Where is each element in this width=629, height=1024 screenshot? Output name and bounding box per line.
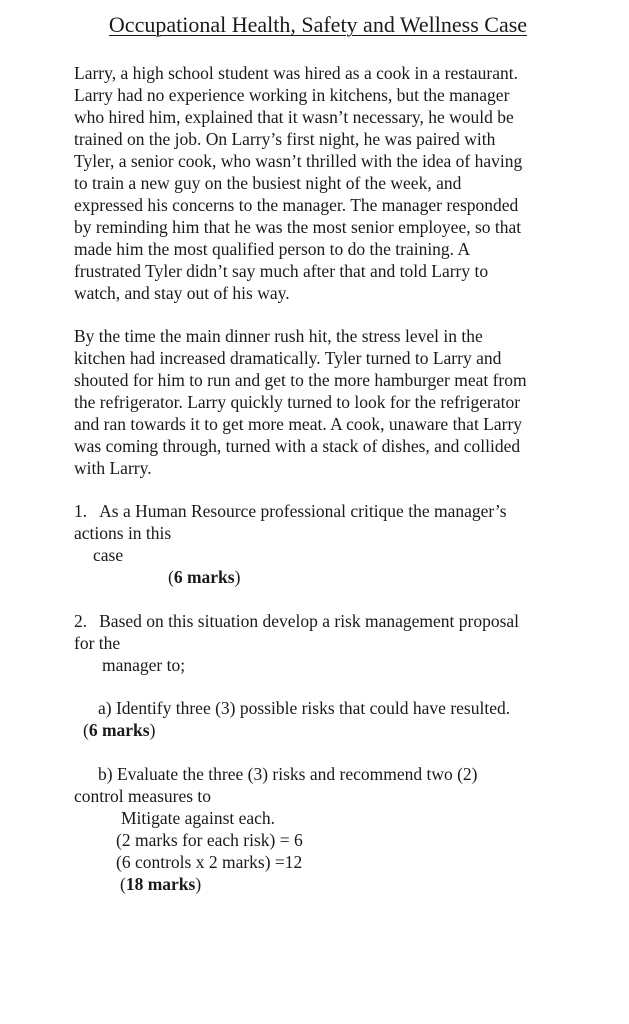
text-line: frustrated Tyler didn’t say much after that and told Larry to [74,261,489,281]
question-1-text: As a Human Resource professional critique the manager’s [99,501,507,521]
question-2a-marks: (6 marks) [83,720,156,740]
marks-value: 18 marks [125,874,196,894]
question-1-marks: (6 marks) [168,567,241,587]
question-2b-text-cont: Mitigate against each. [121,808,276,828]
question-1-text-cont: actions in this [74,523,172,543]
text-line: watch, and stay out of his way. [74,283,290,303]
text-line: expressed his concerns to the manager. The manager responded [74,195,519,215]
question-2b-marks-breakdown: (6 controls x 2 marks) =12 [116,852,303,872]
text-line: who hired him, explained that it wasn’t necessary, he would be [74,107,514,127]
text-line: by reminding him that he was the most senior employee, so that [74,217,522,237]
document-title: Occupational Health, Safety and Wellness Case [108,12,528,37]
text-line: Tyler, a senior cook, who wasn’t thrilled with the idea of having [74,151,523,171]
text-line: kitchen had increased dramatically. Tyler turned to Larry and [74,348,502,368]
text-line: to train a new guy on the busiest night of the week, and [74,173,462,193]
text-line: trained on the job. On Larry’s first night, he was paired with [74,129,496,149]
marks-value: 6 marks [173,567,235,587]
question-2-number: 2. [74,611,88,631]
question-2-text-cont: for the [74,633,121,653]
question-2a-text: a) Identify three (3) possible risks that could have resulted. [98,698,511,718]
question-2-text: Based on this situation develop a risk management proposal [99,611,520,631]
question-2b-marks-breakdown: (2 marks for each risk) = 6 [116,830,303,850]
text-line: Larry, a high school student was hired as a cook in a restaurant. [74,63,519,83]
text-line: was coming through, turned with a stack of dishes, and collided [74,436,521,456]
text-line: made him the most qualified person to do the training. A [74,239,471,259]
text-line: with Larry. [74,458,152,478]
question-1-number: 1. [74,501,88,521]
question-2b-text: b) Evaluate the three (3) risks and recommend two (2) [98,764,478,784]
text-line: the refrigerator. Larry quickly turned to look for the refrigerator [74,392,521,412]
marks-value: 6 marks [88,720,150,740]
question-2-text-cont: manager to; [102,655,186,675]
text-line: and ran towards it to get more meat. A cook, unaware that Larry [74,414,523,434]
question-2b-marks: (18 marks) [120,874,202,894]
text-line: Larry had no experience working in kitchens, but the manager [74,85,510,105]
question-2b-text-cont: control measures to [74,786,212,806]
text-line: By the time the main dinner rush hit, the stress level in the [74,326,483,346]
text-line: shouted for him to run and get to the more hamburger meat from [74,370,527,390]
question-1-text-cont: case [93,545,124,565]
